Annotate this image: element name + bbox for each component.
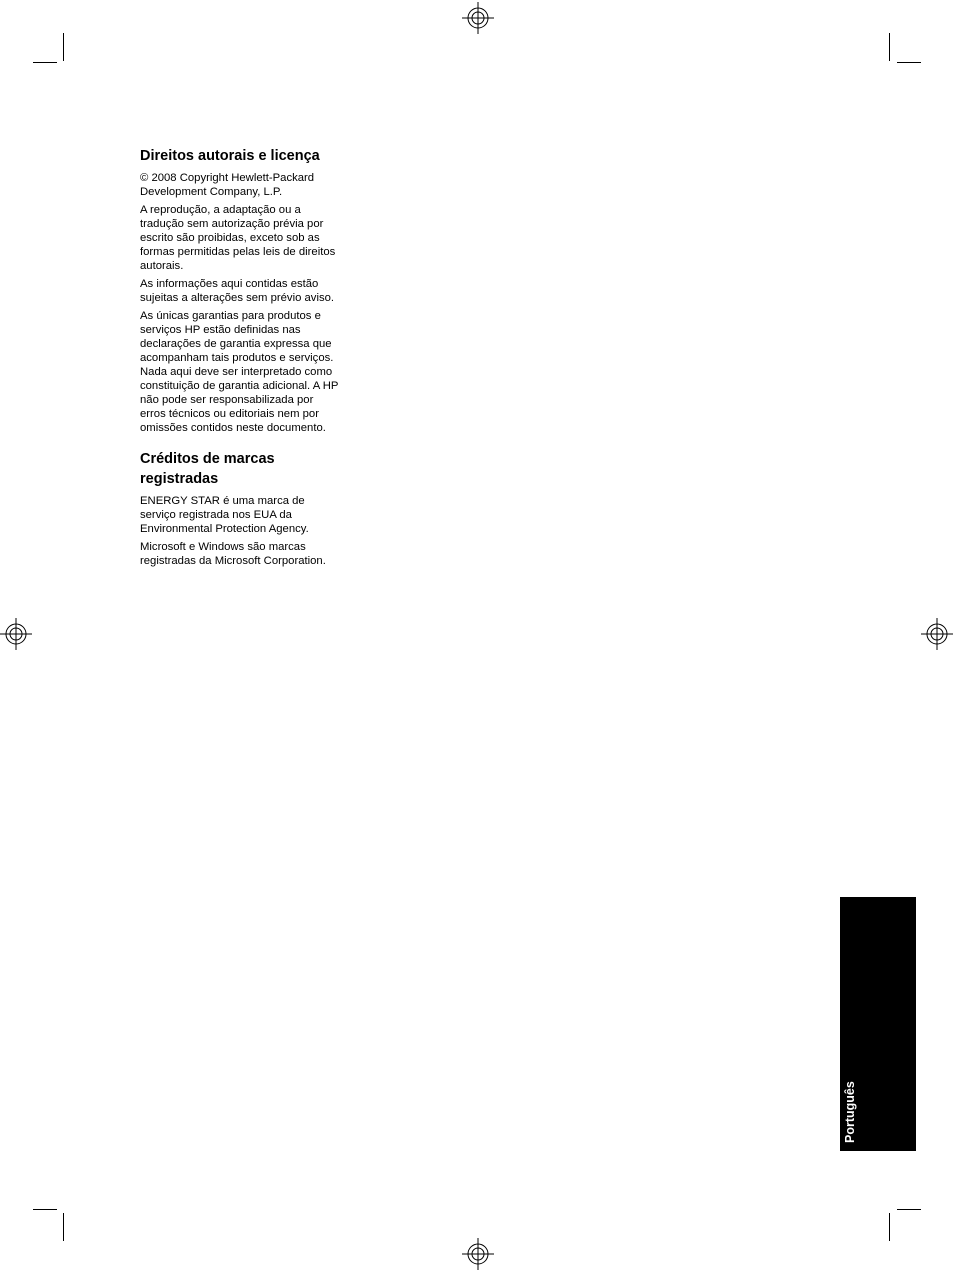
- registration-mark-icon: [0, 618, 32, 650]
- change-notice: As informações aqui contidas estão sujeitas a alterações sem prévio aviso.: [140, 278, 335, 304]
- reproduction-notice: A reprodução, a adaptação ou a tradução sem autorização prévia por escrito são proibidas, exceto sob as formas permitidas pelas leis de direitos autorais.: [140, 204, 336, 272]
- energy-star-notice: ENERGY STAR é uma marca de serviço registrada nos EUA da Environmental Protection Agency.: [140, 495, 309, 535]
- trademark-heading: Créditos de marcas registradas: [140, 451, 275, 487]
- crop-mark-top-left-v: [63, 33, 64, 61]
- text-column: [140, 146, 360, 572]
- crop-mark-top-right-h: [897, 62, 921, 63]
- crop-mark-bottom-left-v: [63, 1213, 64, 1241]
- crop-mark-bottom-left-h: [33, 1209, 57, 1210]
- registration-mark-icon: [462, 2, 494, 34]
- copyright-heading: Direitos autorais e licença: [140, 148, 320, 164]
- copyright-notice: © 2008 Copyright Hewlett-Packard Development Company, L.P.: [140, 172, 315, 198]
- crop-mark-bottom-right-h: [897, 1209, 921, 1210]
- crop-mark-top-left-h: [33, 62, 57, 63]
- registration-mark-icon: [462, 1238, 494, 1270]
- registration-mark-icon: [921, 618, 953, 650]
- crop-mark-bottom-right-v: [889, 1213, 890, 1241]
- microsoft-notice: Microsoft e Windows são marcas registradas da Microsoft Corporation.: [140, 541, 326, 567]
- copyright-section: [140, 146, 360, 435]
- crop-mark-top-right-v: [889, 33, 890, 61]
- warranty-notice: As únicas garantias para produtos e serviços HP estão definidas nas declarações de garantia expressa que acompanham tais produtos e serviços. Nada aqui deve ser interpretado como constituição de garantia adicional. A HP não pode ser responsabilizada por erros técnicos ou editoriais nem por omissões contidos neste documento.: [140, 310, 339, 434]
- trademark-section: [140, 449, 360, 568]
- language-tab-label: Português: [843, 1081, 857, 1143]
